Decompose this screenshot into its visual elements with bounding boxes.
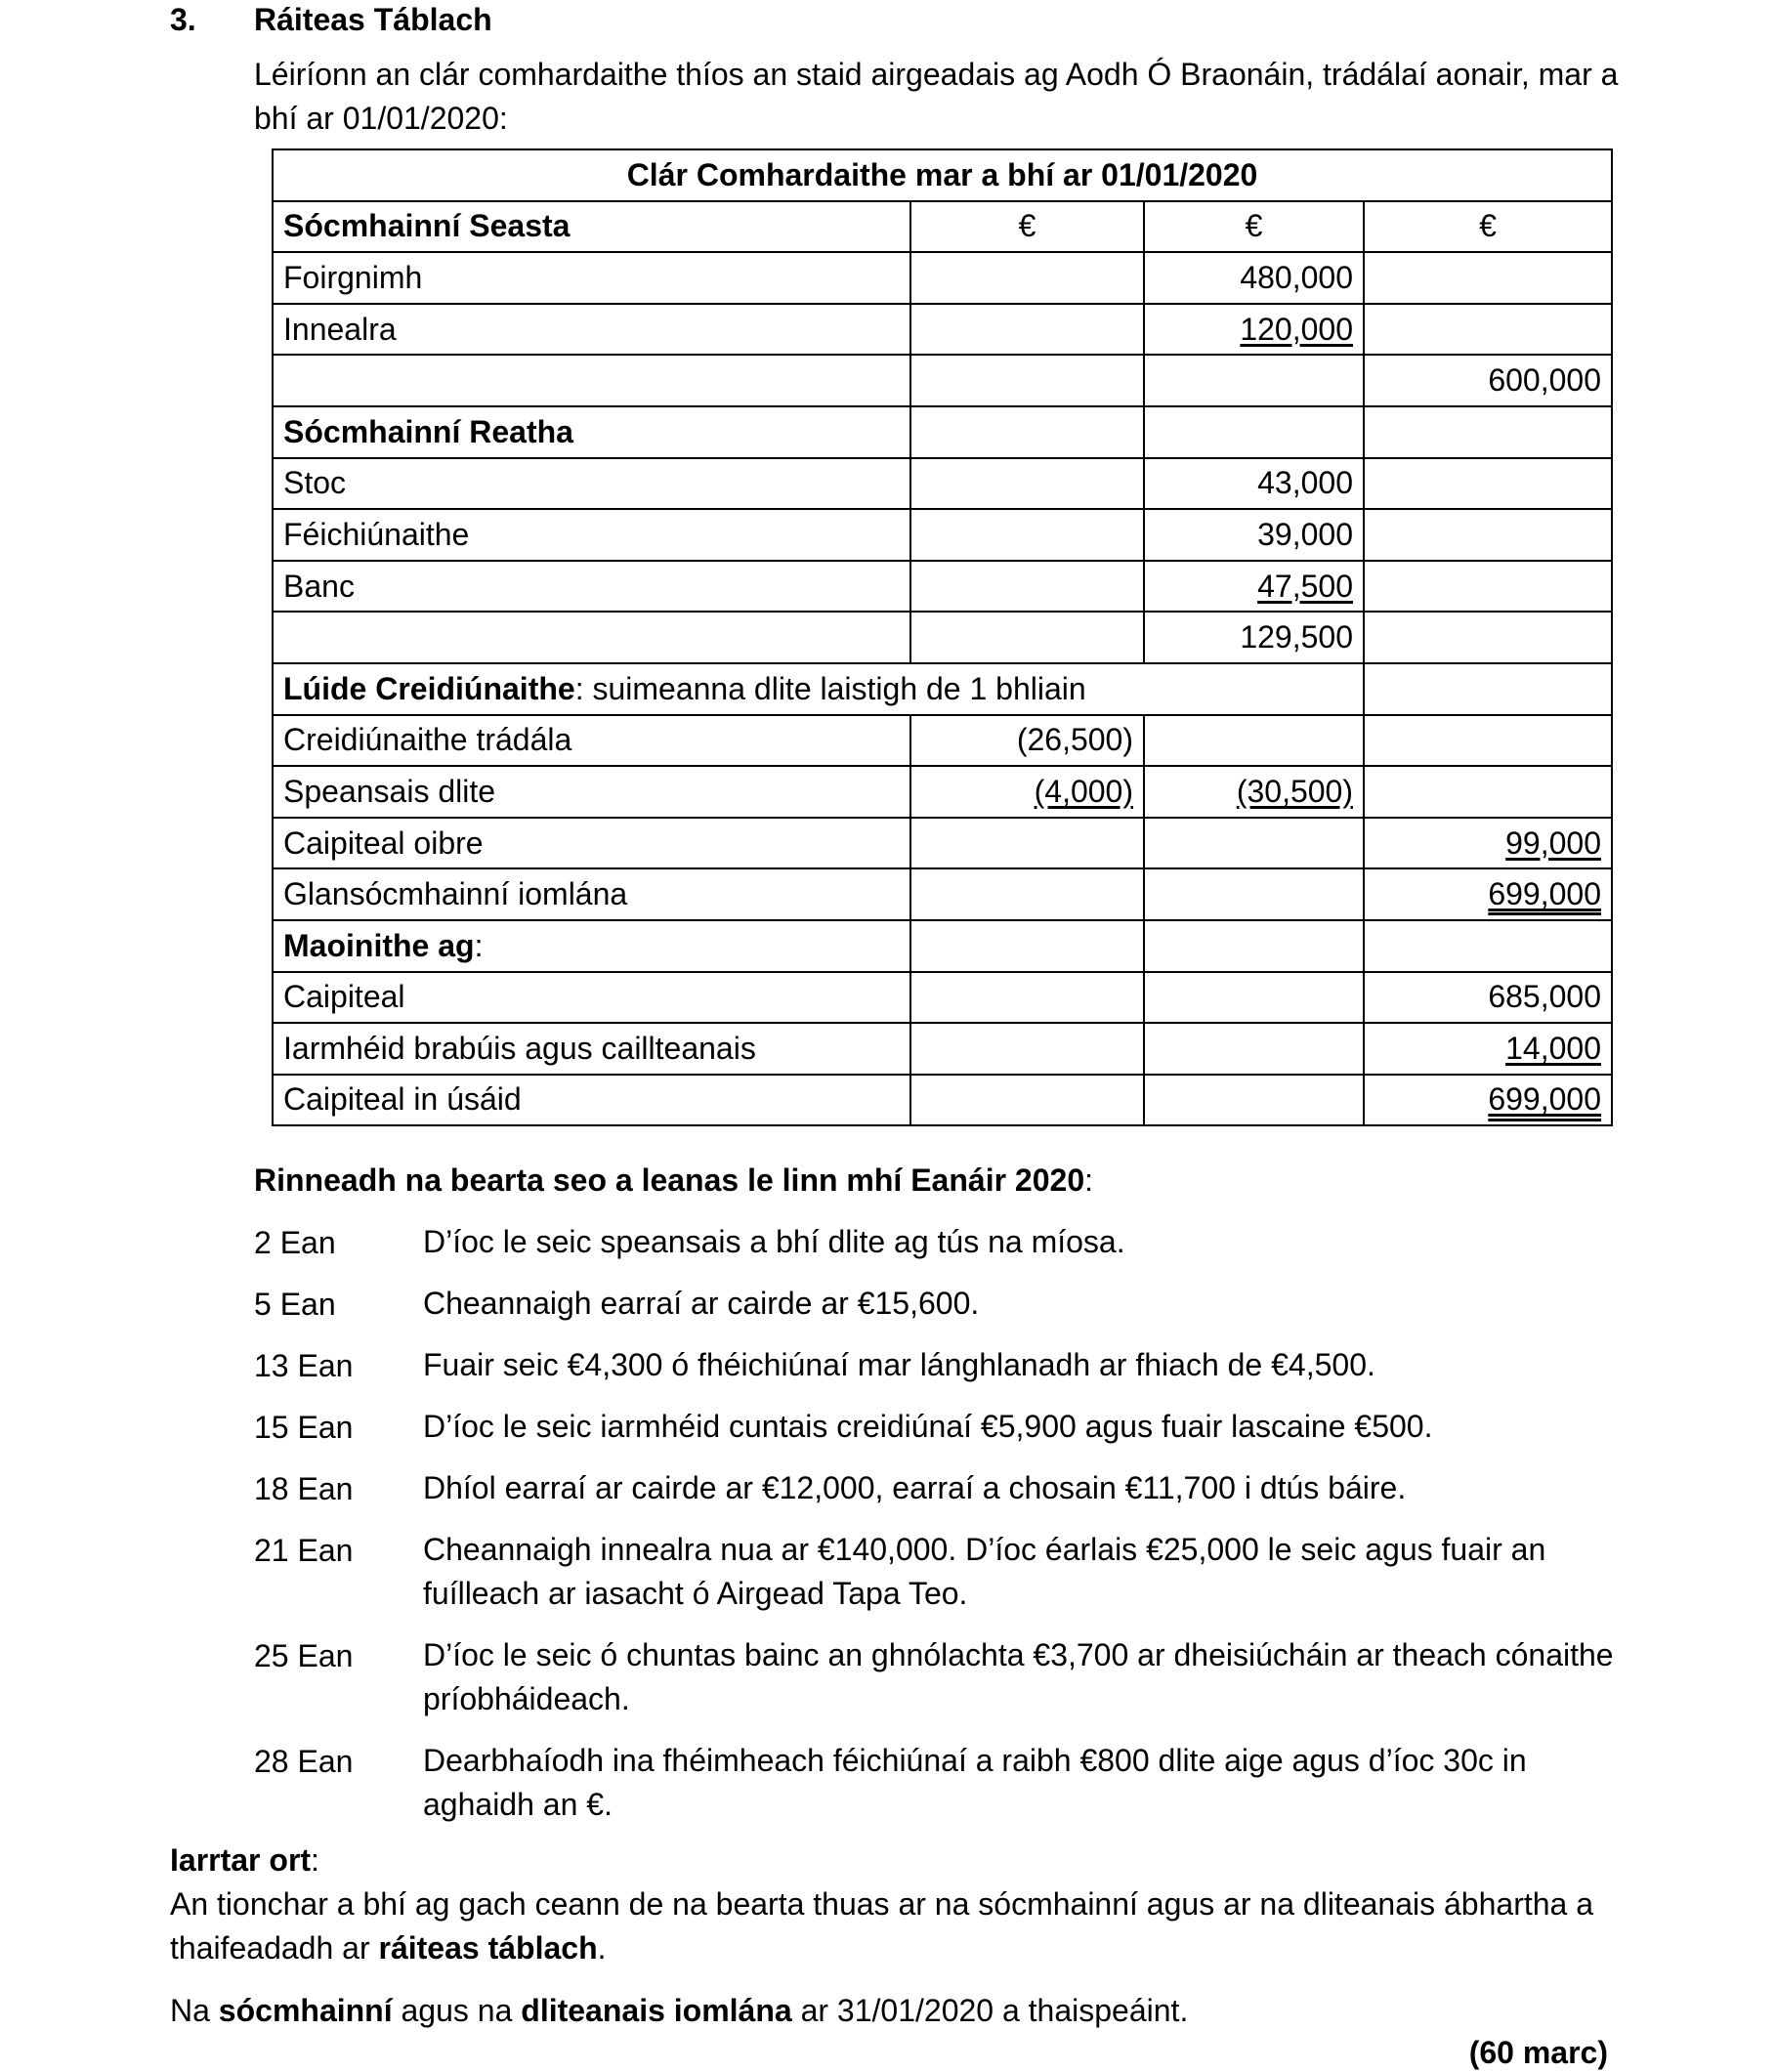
working-capital-value: 99,000 xyxy=(1505,825,1601,861)
row-value: 39,000 xyxy=(1144,509,1364,561)
transaction-date: 5 Ean xyxy=(254,1287,336,1322)
table-row xyxy=(273,406,1612,458)
required-line-1: An tionchar a bhí ag gach ceann de na bearta thuas ar na sócmhainní agus ar na dliteanais ábhartha a thaifeadadh ar ráiteas táblach. xyxy=(170,1886,1594,1966)
row-label: Foirgnimh xyxy=(273,252,910,304)
current-liabilities-total: (30,500) xyxy=(1236,773,1353,809)
required-label: Iarrtar ort: xyxy=(170,1842,319,1878)
row-value: 47,500 xyxy=(1257,568,1353,604)
transaction-date: 15 Ean xyxy=(254,1410,354,1445)
transaction-date: 18 Ean xyxy=(254,1471,354,1506)
transaction-text: Cheannaigh earraí ar cairde ar €15,600. xyxy=(423,1286,980,1321)
current-assets-total: 129,500 xyxy=(1144,612,1364,663)
fixed-assets-total: 600,000 xyxy=(1364,355,1612,406)
table-row xyxy=(273,1023,1612,1075)
transaction-text: D’íoc le seic iarmhéid cuntais creidiúnaí €5,900 agus fuair lascaine €500. xyxy=(423,1409,1433,1444)
capital-employed-value: 699,000 xyxy=(1488,1081,1601,1118)
balance-sheet-title: Clár Comhardaithe mar a bhí ar 01/01/2020 xyxy=(273,149,1612,201)
table-row xyxy=(273,972,1612,1024)
row-value: 43,000 xyxy=(1144,458,1364,510)
table-row xyxy=(273,149,1612,201)
table-row xyxy=(273,766,1612,818)
current-assets-heading: Sócmhainní Reatha xyxy=(273,406,910,458)
current-liabilities-heading: Lúide Creidiúnaithe: suimeanna dlite laistigh de 1 bhliain xyxy=(273,663,1364,715)
transaction-text: Dearbhaíodh ina fhéimheach féichiúnaí a raibh €800 dlite aige agus d’íoc 30c in aghaidh an €. xyxy=(423,1743,1527,1822)
table-row xyxy=(273,252,1612,304)
transaction-date: 28 Ean xyxy=(254,1744,354,1779)
row-label: Speansais dlite xyxy=(273,766,910,818)
row-label: Caipiteal in úsáid xyxy=(273,1075,910,1126)
transactions-heading: Rinneadh na bearta seo a leanas le linn mhí Eanáir 2020: xyxy=(254,1163,1093,1198)
row-label: Iarmhéid brabúis agus caillteanais xyxy=(273,1023,910,1075)
transaction-date: 21 Ean xyxy=(254,1533,354,1568)
row-label: Banc xyxy=(273,561,910,613)
transaction-date: 25 Ean xyxy=(254,1638,354,1673)
row-value: 480,000 xyxy=(1144,252,1364,304)
marks: (60 marc) xyxy=(1468,2035,1608,2070)
row-value: (4,000) xyxy=(1034,773,1133,809)
table-row xyxy=(273,304,1612,356)
row-label: Féichiúnaithe xyxy=(273,509,910,561)
net-assets-value: 699,000 xyxy=(1488,876,1601,912)
table-row xyxy=(273,818,1612,869)
table-row xyxy=(273,201,1612,253)
balance-sheet-table xyxy=(272,148,1613,1126)
pl-value: 14,000 xyxy=(1505,1030,1601,1066)
table-row xyxy=(273,458,1612,510)
row-label: Creidiúnaithe trádála xyxy=(273,715,910,767)
row-label: Stoc xyxy=(273,458,910,510)
transaction-text: Cheannaigh innealra nua ar €140,000. D’íoc éarlais €25,000 le seic agus fuair an fuílleach ar iasacht ó Airgead Tapa Teo. xyxy=(423,1532,1546,1611)
transaction-text: D’íoc le seic speansais a bhí dlite ag tús na míosa. xyxy=(423,1224,1125,1259)
row-value: (26,500) xyxy=(910,715,1144,767)
question-number: 3. xyxy=(170,2,196,37)
question-intro: Léiríonn an clár comhardaithe thíos an staid airgeadais ag Aodh Ó Braonáin, trádálaí aonair, mar a bhí ar 01/01/2020: xyxy=(254,57,1619,136)
currency-header: € xyxy=(1144,201,1364,253)
table-row xyxy=(273,355,1612,406)
table-row xyxy=(273,715,1612,767)
table-row xyxy=(273,663,1612,715)
table-row xyxy=(273,1075,1612,1126)
currency-header: € xyxy=(1364,201,1612,253)
row-label: Caipiteal oibre xyxy=(273,818,910,869)
table-row xyxy=(273,920,1612,972)
row-label: Caipiteal xyxy=(273,972,910,1024)
table-row xyxy=(273,509,1612,561)
transaction-date: 13 Ean xyxy=(254,1348,354,1383)
transaction-text: Fuair seic €4,300 ó fhéichiúnaí mar lánghlanadh ar fhiach de €4,500. xyxy=(423,1347,1375,1382)
row-label: Innealra xyxy=(273,304,910,356)
capital-value: 685,000 xyxy=(1364,972,1612,1024)
transaction-text: Dhíol earraí ar cairde ar €12,000, earraí a chosain €11,700 i dtús báire. xyxy=(423,1470,1407,1505)
row-label: Glansócmhainní iomlána xyxy=(273,868,910,920)
required-line-2: Na sócmhainní agus na dliteanais iomlána ar 31/01/2020 a thaispeáint. xyxy=(170,1993,1189,2028)
table-row xyxy=(273,612,1612,663)
financed-by-heading: Maoinithe ag: xyxy=(273,920,910,972)
currency-header: € xyxy=(910,201,1144,253)
table-row xyxy=(273,561,1612,613)
transaction-date: 2 Ean xyxy=(254,1225,336,1260)
row-value: 120,000 xyxy=(1240,311,1353,347)
transaction-text: D’íoc le seic ó chuntas bainc an ghnólachta €3,700 ar dheisiúcháin ar theach cónaithe príobháideach. xyxy=(423,1637,1614,1716)
fixed-assets-heading: Sócmhainní Seasta xyxy=(273,201,910,253)
question-title: Ráiteas Táblach xyxy=(254,2,492,37)
table-row xyxy=(273,868,1612,920)
